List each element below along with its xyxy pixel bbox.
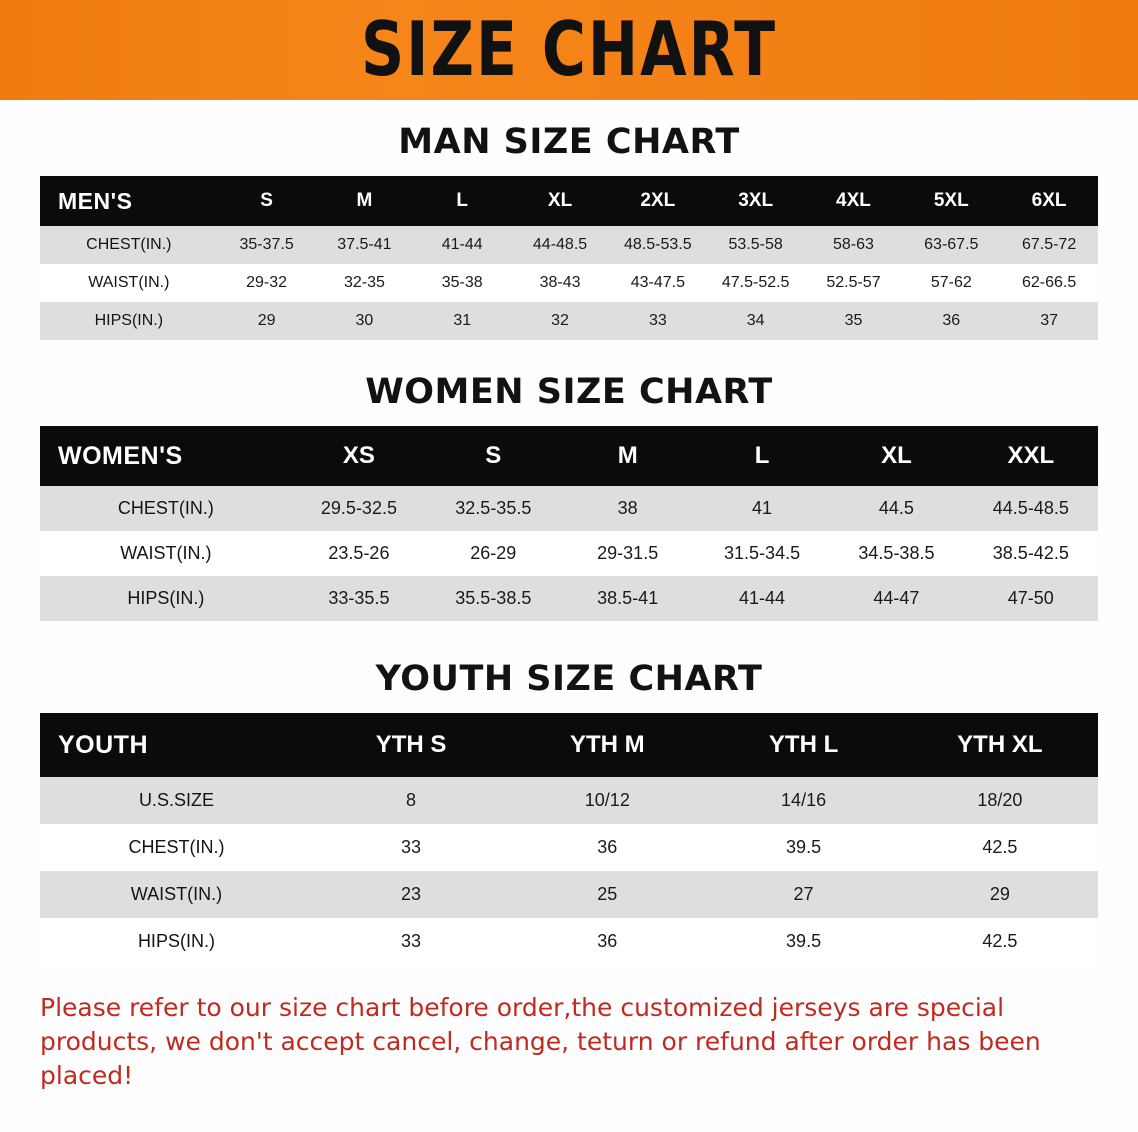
table-cell: 41 xyxy=(695,486,829,531)
table-cell: 29 xyxy=(902,871,1098,918)
table-cell: 35 xyxy=(805,302,903,340)
table-cell: 18/20 xyxy=(902,777,1098,824)
table-cell: 34 xyxy=(707,302,805,340)
table-cell: 53.5-58 xyxy=(707,226,805,264)
women-table-body xyxy=(40,486,1098,621)
table-cell: 29-31.5 xyxy=(561,531,695,576)
column-header: YTH XL xyxy=(902,713,1098,777)
column-header: 5XL xyxy=(902,176,1000,226)
table-cell: 33-35.5 xyxy=(292,576,426,621)
table-cell: 38.5-42.5 xyxy=(964,531,1098,576)
row-header: WAIST(IN.) xyxy=(40,264,218,302)
man-table-body xyxy=(40,226,1098,340)
table-cell: 29-32 xyxy=(218,264,316,302)
table-cell: 41-44 xyxy=(413,226,511,264)
column-header: L xyxy=(695,426,829,486)
table-cell: 38 xyxy=(561,486,695,531)
table-cell: 43-47.5 xyxy=(609,264,707,302)
table-row xyxy=(40,531,1098,576)
man-size-table xyxy=(40,176,1098,340)
row-header: WAIST(IN.) xyxy=(40,531,292,576)
column-header: M xyxy=(561,426,695,486)
table-cell: 23 xyxy=(313,871,509,918)
column-header: XXL xyxy=(964,426,1098,486)
table-cell: 44.5 xyxy=(829,486,963,531)
youth-size-table-wrapper xyxy=(40,713,1098,965)
policy-note: Please refer to our size chart before order,the customized jerseys are special products, we don't accept cancel, change, teturn or refund after order has been placed! xyxy=(40,993,1041,1090)
table-row xyxy=(40,264,1098,302)
table-cell: 34.5-38.5 xyxy=(829,531,963,576)
column-header: 4XL xyxy=(805,176,903,226)
youth-section-heading: YOUTH SIZE CHART xyxy=(375,659,763,699)
man-size-table-wrapper xyxy=(40,176,1098,340)
table-cell: 57-62 xyxy=(902,264,1000,302)
table-cell: 31.5-34.5 xyxy=(695,531,829,576)
table-row xyxy=(40,486,1098,531)
table-cell: 33 xyxy=(313,918,509,965)
table-cell: 8 xyxy=(313,777,509,824)
table-cell: 47.5-52.5 xyxy=(707,264,805,302)
youth-size-table xyxy=(40,713,1098,965)
table-cell: 39.5 xyxy=(705,824,901,871)
table-header-row xyxy=(40,176,1098,226)
table-cell: 33 xyxy=(313,824,509,871)
row-header: CHEST(IN.) xyxy=(40,824,313,871)
table-cell: 67.5-72 xyxy=(1000,226,1098,264)
table-cell: 32 xyxy=(511,302,609,340)
row-header: WAIST(IN.) xyxy=(40,871,313,918)
row-header: HIPS(IN.) xyxy=(40,302,218,340)
row-header: CHEST(IN.) xyxy=(40,486,292,531)
table-cell: 38.5-41 xyxy=(561,576,695,621)
column-header: M xyxy=(316,176,414,226)
row-header: HIPS(IN.) xyxy=(40,918,313,965)
column-header: YTH M xyxy=(509,713,705,777)
row-header: CHEST(IN.) xyxy=(40,226,218,264)
column-header: 6XL xyxy=(1000,176,1098,226)
table-cell: 32.5-35.5 xyxy=(426,486,560,531)
table-header-row xyxy=(40,426,1098,486)
column-header: XL xyxy=(829,426,963,486)
column-header: XL xyxy=(511,176,609,226)
table-cell: 36 xyxy=(509,824,705,871)
table-cell: 29 xyxy=(218,302,316,340)
table-cell: 35-38 xyxy=(413,264,511,302)
column-header: S xyxy=(218,176,316,226)
table-cell: 42.5 xyxy=(902,918,1098,965)
table-cell: 44-47 xyxy=(829,576,963,621)
table-cell: 27 xyxy=(705,871,901,918)
table-cell: 29.5-32.5 xyxy=(292,486,426,531)
table-cell: 25 xyxy=(509,871,705,918)
youth-table-body xyxy=(40,777,1098,965)
row-header: U.S.SIZE xyxy=(40,777,313,824)
table-cell: 36 xyxy=(902,302,1000,340)
table-cell: 26-29 xyxy=(426,531,560,576)
table-cell: 37.5-41 xyxy=(316,226,414,264)
page-title: SIZE CHART xyxy=(360,6,778,94)
table-cell: 32-35 xyxy=(316,264,414,302)
table-cell: 58-63 xyxy=(805,226,903,264)
table-cell: 35-37.5 xyxy=(218,226,316,264)
table-row xyxy=(40,576,1098,621)
row-header: HIPS(IN.) xyxy=(40,576,292,621)
column-header: XS xyxy=(292,426,426,486)
table-cell: 10/12 xyxy=(509,777,705,824)
table-cell: 14/16 xyxy=(705,777,901,824)
table-row xyxy=(40,824,1098,871)
women-size-table xyxy=(40,426,1098,621)
youth-table-header xyxy=(40,713,1098,777)
page-banner xyxy=(0,0,1138,100)
table-cell: 37 xyxy=(1000,302,1098,340)
table-corner-header: MEN'S xyxy=(40,176,218,226)
table-corner-header: YOUTH xyxy=(40,713,313,777)
column-header: S xyxy=(426,426,560,486)
table-cell: 52.5-57 xyxy=(805,264,903,302)
table-cell: 30 xyxy=(316,302,414,340)
table-cell: 41-44 xyxy=(695,576,829,621)
column-header: L xyxy=(413,176,511,226)
women-section-heading: WOMEN SIZE CHART xyxy=(365,372,773,412)
column-header: 2XL xyxy=(609,176,707,226)
table-cell: 31 xyxy=(413,302,511,340)
table-cell: 48.5-53.5 xyxy=(609,226,707,264)
man-table-header xyxy=(40,176,1098,226)
table-cell: 44.5-48.5 xyxy=(964,486,1098,531)
table-cell: 36 xyxy=(509,918,705,965)
table-cell: 39.5 xyxy=(705,918,901,965)
table-cell: 33 xyxy=(609,302,707,340)
table-row xyxy=(40,777,1098,824)
table-cell: 44-48.5 xyxy=(511,226,609,264)
column-header: YTH L xyxy=(705,713,901,777)
table-cell: 38-43 xyxy=(511,264,609,302)
column-header: YTH S xyxy=(313,713,509,777)
table-row xyxy=(40,302,1098,340)
table-cell: 62-66.5 xyxy=(1000,264,1098,302)
man-section-heading: MAN SIZE CHART xyxy=(398,122,740,162)
table-cell: 63-67.5 xyxy=(902,226,1000,264)
table-cell: 23.5-26 xyxy=(292,531,426,576)
table-cell: 47-50 xyxy=(964,576,1098,621)
women-size-table-wrapper xyxy=(40,426,1098,621)
women-table-header xyxy=(40,426,1098,486)
table-corner-header: WOMEN'S xyxy=(40,426,292,486)
table-cell: 42.5 xyxy=(902,824,1098,871)
table-row xyxy=(40,918,1098,965)
table-row xyxy=(40,226,1098,264)
table-cell: 35.5-38.5 xyxy=(426,576,560,621)
table-header-row xyxy=(40,713,1098,777)
column-header: 3XL xyxy=(707,176,805,226)
table-row xyxy=(40,871,1098,918)
